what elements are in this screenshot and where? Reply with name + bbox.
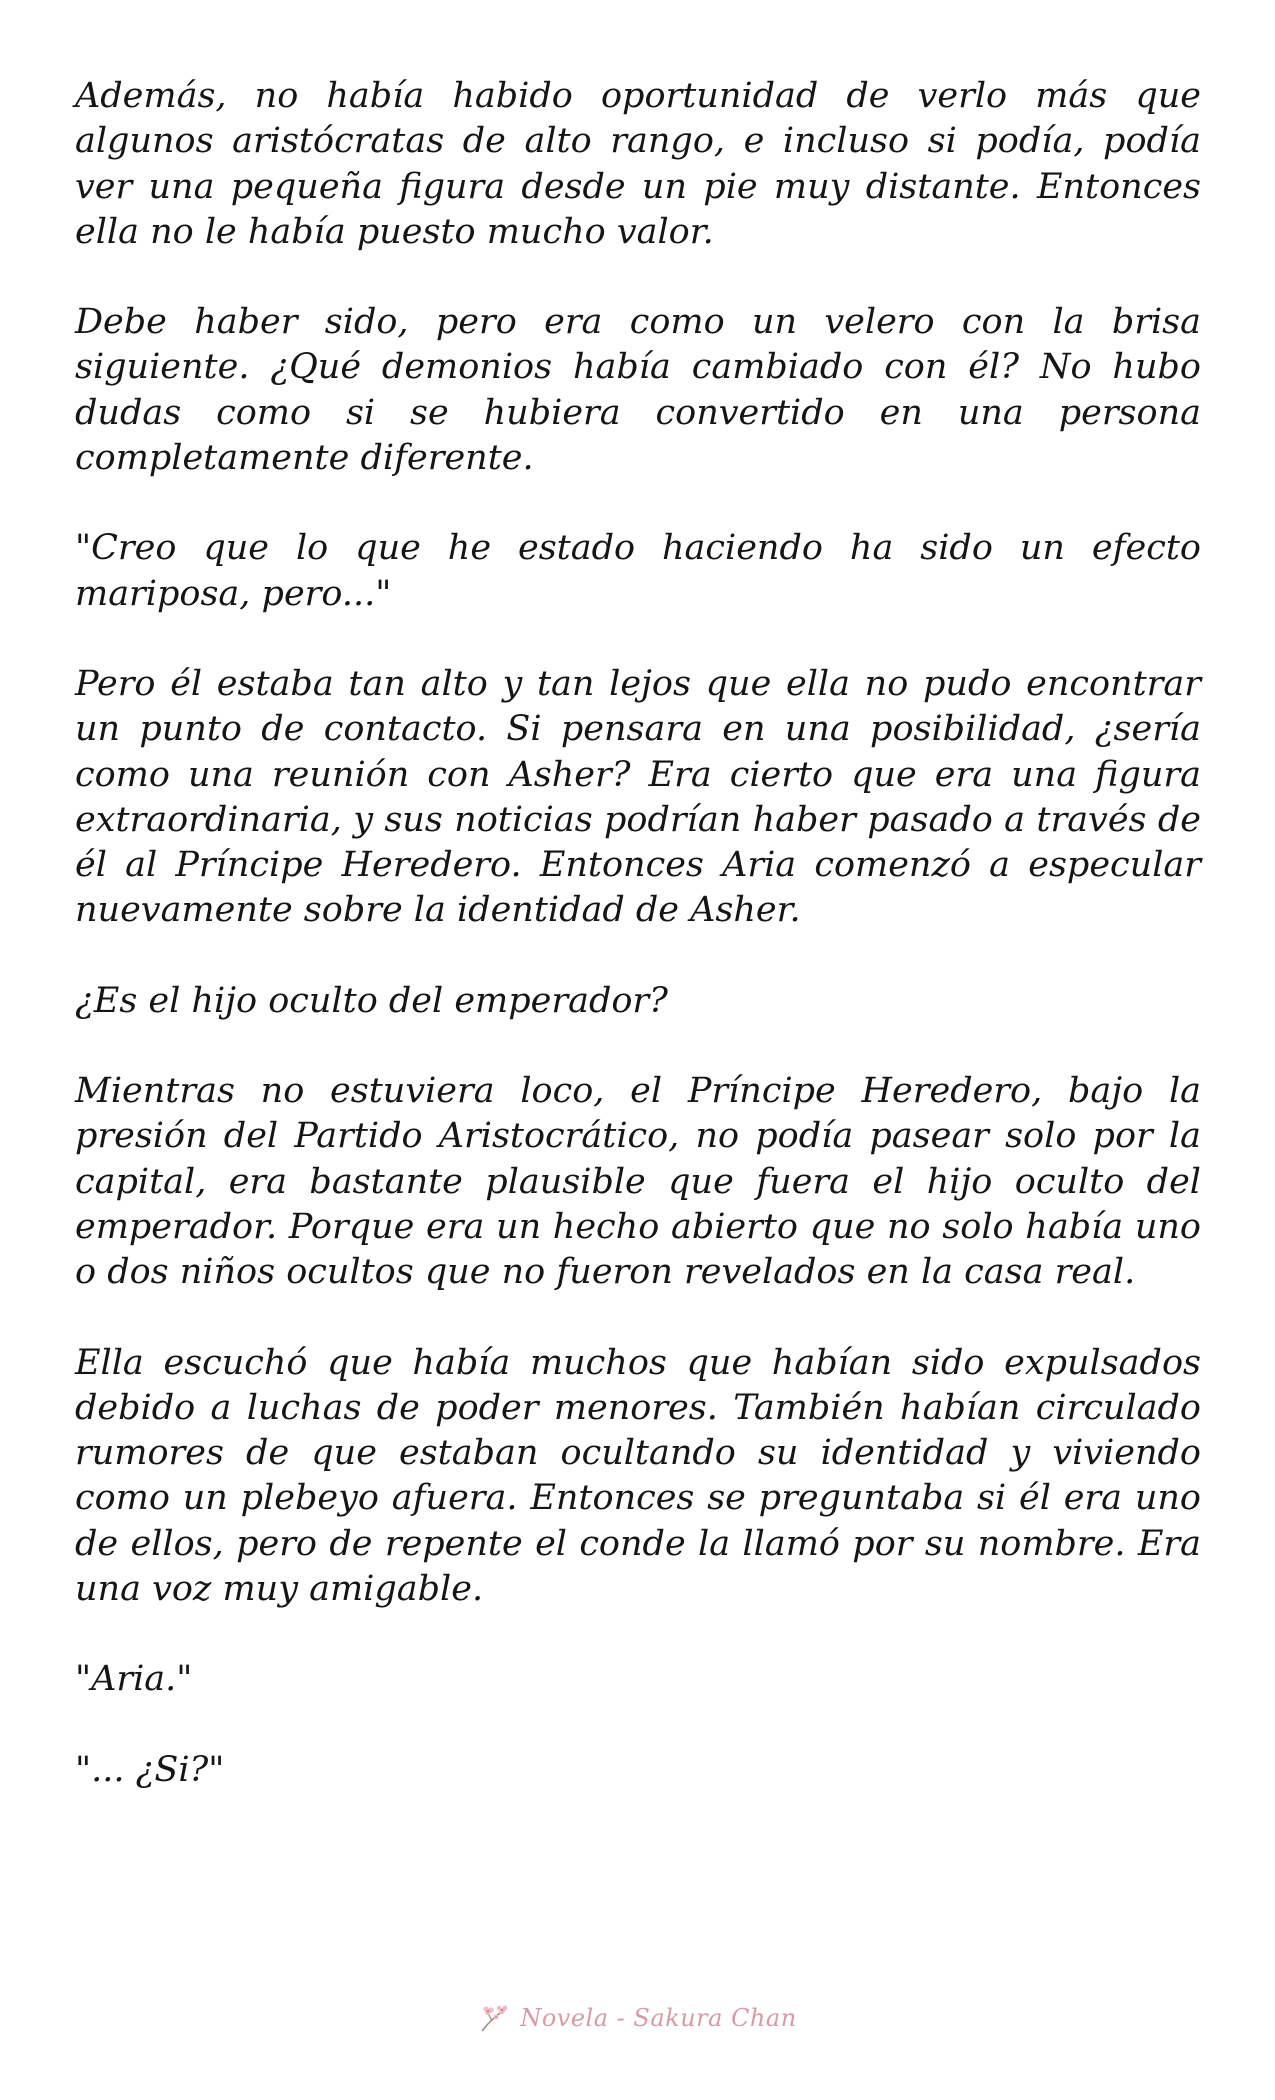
paragraph-6: Mientras no estuviera loco, el Príncipe Heredero, bajo la presión del Partido Aristocrático, no podía pasear solo por la capital, era bastante plausible que fuera el hijo oculto del emperador. Porque era un hecho abierto que no solo había uno o dos niños ocultos que no fueron revelados en la casa real. <box>75 1071 1201 1293</box>
footer-text: Novela - Sakura Chan <box>520 2004 797 2032</box>
paragraph-3: "Creo que lo que he estado haciendo ha sido un efecto mariposa, pero..." <box>75 528 1201 614</box>
cherry-blossom-icon <box>478 2001 512 2035</box>
text-body <box>75 74 1201 1838</box>
paragraph-1: Además, no había habido oportunidad de verlo más que algunos aristócratas de alto rango, e incluso si podía, podía ver una pequeña figura desde un pie muy distante. Entonces ella no le había puesto mucho valor. <box>75 76 1201 252</box>
paragraph-7: Ella escuchó que había muchos que habían sido expulsados debido a luchas de poder menores. También habían circulado rumores de que estaban ocultando su identidad y viviendo como un plebeyo afuera. Entonces se preguntaba si él era uno de ellos, pero de repente el conde la llamó por su nombre. Era una voz muy amigable. <box>75 1342 1201 1610</box>
footer-inner <box>478 2001 796 2035</box>
footer-watermark <box>0 1996 1275 2040</box>
paragraph-8: "Aria." <box>75 1659 193 1700</box>
paragraph-9: "... ¿Si?" <box>75 1749 225 1790</box>
paragraph-2: Debe haber sido, pero era como un velero con la brisa siguiente. ¿Qué demonios había cambiado con él? No hubo dudas como si se hubiera convertido en una persona completamente diferente. <box>75 302 1201 479</box>
paragraph-4: Pero él estaba tan alto y tan lejos que ella no pudo encontrar un punto de contacto. Si pensara en una posibilidad, ¿sería como una reunión con Asher? Era cierto que era una figura extraordinaria, y sus noticias podrían haber pasado a través de él al Príncipe Heredero. Entonces Aria comenzó a especular nuevamente sobre la identidad de Asher. <box>75 663 1201 931</box>
paragraph-5: ¿Es el hijo oculto del emperador? <box>75 980 668 1021</box>
